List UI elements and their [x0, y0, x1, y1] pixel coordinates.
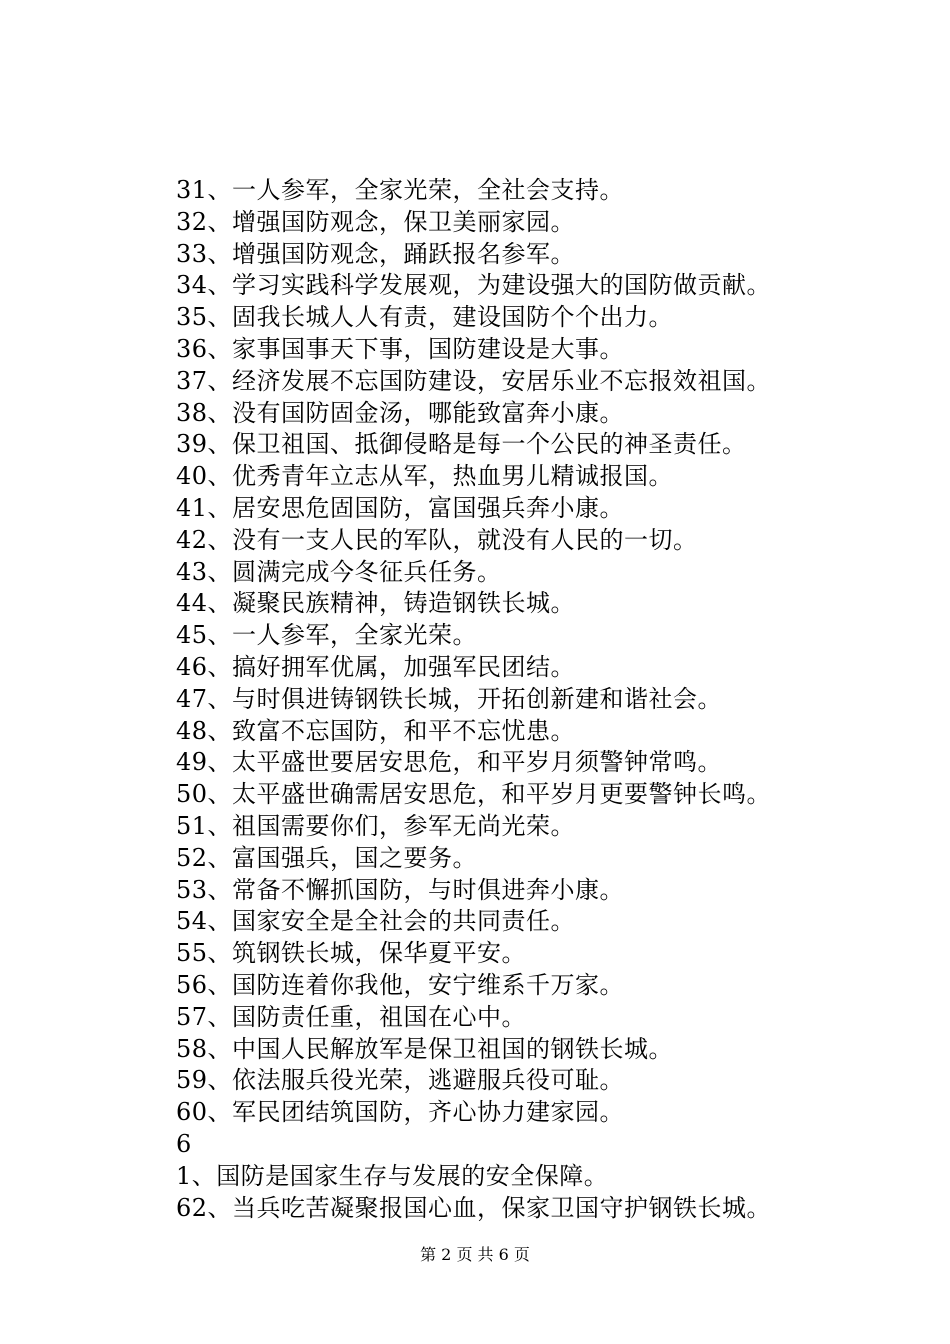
list-item: 45、一人参军，全家光荣。 [176, 621, 478, 650]
list-item: 46、搞好拥军优属，加强军民团结。 [176, 652, 576, 681]
list-item: 44、凝聚民族精神，铸造钢铁长城。 [176, 589, 576, 618]
list-item: 55、筑钢铁长城，保华夏平安。 [176, 939, 527, 968]
list-item: 57、国防责任重，祖国在心中。 [176, 1002, 527, 1031]
list-item: 36、家事国事天下事，国防建设是大事。 [176, 334, 625, 363]
list-item: 43、圆满完成今冬征兵任务。 [176, 557, 502, 586]
list-item: 50、太平盛世确需居安思危，和平岁月更要警钟长鸣。 [176, 780, 772, 809]
list-item: 35、固我长城人人有责，建设国防个个出力。 [176, 303, 674, 332]
list-item: 42、没有一支人民的军队，就没有人民的一切。 [176, 525, 698, 554]
list-item: 51、祖国需要你们，参军无尚光荣。 [176, 811, 576, 840]
list-item: 41、居安思危固国防，富国强兵奔小康。 [176, 493, 625, 522]
list-item: 1、国防是国家生存与发展的安全保障。 [176, 1161, 609, 1190]
page-number-footer: 第 2 页 共 6 页 [420, 1245, 530, 1264]
list-item: 56、国防连着你我他，安宁维系千万家。 [176, 970, 625, 999]
list-item: 58、中国人民解放军是保卫祖国的钢铁长城。 [176, 1034, 674, 1063]
list-item: 52、富国强兵，国之要务。 [176, 843, 478, 872]
list-item: 60、军民团结筑国防，齐心协力建家园。 [176, 1098, 625, 1127]
list-item: 54、国家安全是全社会的共同责任。 [176, 907, 576, 936]
list-item: 47、与时俱进铸钢铁长城，开拓创新建和谐社会。 [176, 684, 723, 713]
list-item: 37、经济发展不忘国防建设，安居乐业不忘报效祖国。 [176, 366, 772, 395]
list-item: 31、一人参军，全家光荣，全社会支持。 [176, 176, 625, 204]
list-item: 48、致富不忘国防，和平不忘忧患。 [176, 716, 576, 745]
list-item: 49、太平盛世要居安思危，和平岁月须警钟常鸣。 [176, 748, 723, 777]
list-item: 62、当兵吃苦凝聚报国心血，保家卫国守护钢铁长城。 [176, 1193, 772, 1222]
list-item: 6 [176, 1129, 192, 1158]
document-body [176, 175, 876, 1224]
list-item: 33、增强国防观念，踊跃报名参军。 [176, 239, 576, 268]
list-item: 59、依法服兵役光荣，逃避服兵役可耻。 [176, 1066, 625, 1095]
list-item: 34、学习实践科学发展观，为建设强大的国防做贡献。 [176, 271, 772, 300]
list-item: 38、没有国防固金汤，哪能致富奔小康。 [176, 398, 625, 427]
list-item: 53、常备不懈抓国防，与时俱进奔小康。 [176, 875, 625, 904]
list-item: 32、增强国防观念，保卫美丽家园。 [176, 207, 576, 236]
list-item: 39、保卫祖国、抵御侵略是每一个公民的神圣责任。 [176, 430, 747, 459]
list-item: 40、优秀青年立志从军，热血男儿精诚报国。 [176, 462, 674, 491]
